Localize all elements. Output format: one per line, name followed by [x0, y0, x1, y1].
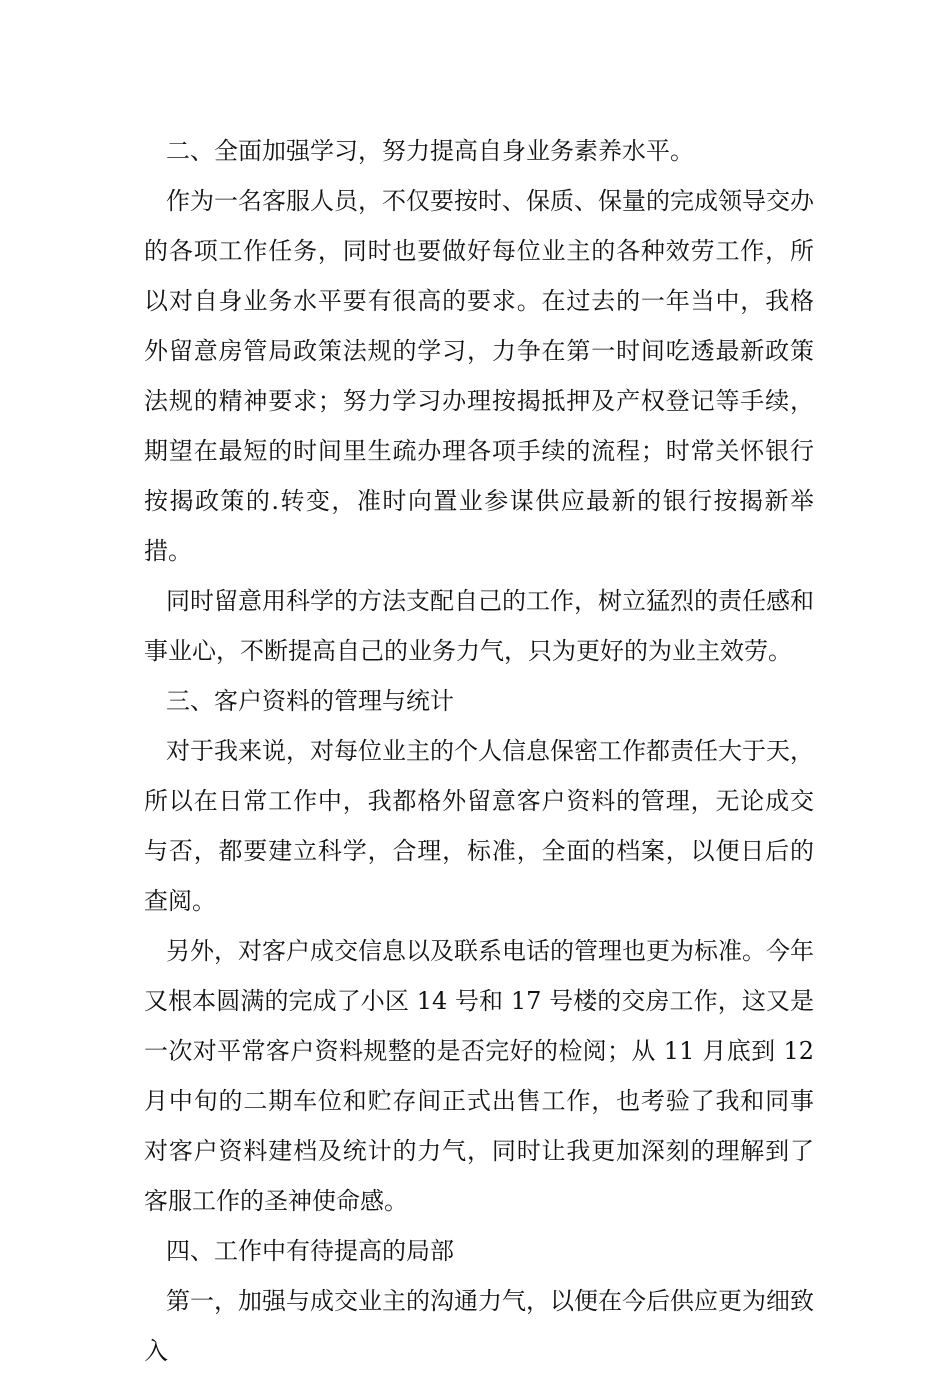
section-heading-study: 二、全面加强学习，努力提高自身业务素养水平。 [166, 137, 694, 165]
paragraph-work-attitude: 同时留意用科学的方法支配自己的工作，树立猛烈的责任感和事业心，不断提高自己的业务力气，只为更好的为业主效劳。 [144, 587, 814, 665]
paragraph-handover: 另外，对客户成交信息以及联系电话的管理也更为标准。今年又根本圆满的完成了小区 14 号和 17 号楼的交房工作，这又是一次对平常客户资料规整的是否完好的检阅；从 11 月底到 12 月中旬的二期车位和贮存间正式出售工作，也考验了我和同事对客户资料建档及统计的力气，同时让我更加深刻的理解到了客服工作的圣神使命感。 [144, 937, 814, 1215]
section-heading-customer-data: 三、客户资料的管理与统计 [166, 687, 454, 715]
paragraph-study-details: 作为一名客服人员，不仅要按时、保质、保量的完成领导交办的各项工作任务，同时也要做好每位业主的各种效劳工作，所以对自身业务水平要有很高的要求。在过去的一年当中，我格外留意房管局政策法规的学习，力争在第一时间吃透最新政策法规的精神要求；努力学习办理按揭抵押及产权登记等手续，期望在最短的时间里生疏办理各项手续的流程；时常关怀银行按揭政策的.转变，准时向置业参谋供应最新的银行按揭新举措。 [144, 187, 814, 565]
paragraph-communication: 第一，加强与成交业主的沟通力气，以便在今后供应更为细致入 [144, 1287, 814, 1365]
paragraph-privacy: 对于我来说，对每位业主的个人信息保密工作都责任大于天，所以在日常工作中，我都格外留意客户资料的管理，无论成交与否，都要建立科学，合理，标准，全面的档案，以便日后的查阅。 [144, 737, 814, 915]
document-body [144, 126, 814, 1376]
section-heading-improvement: 四、工作中有待提高的局部 [166, 1237, 454, 1265]
